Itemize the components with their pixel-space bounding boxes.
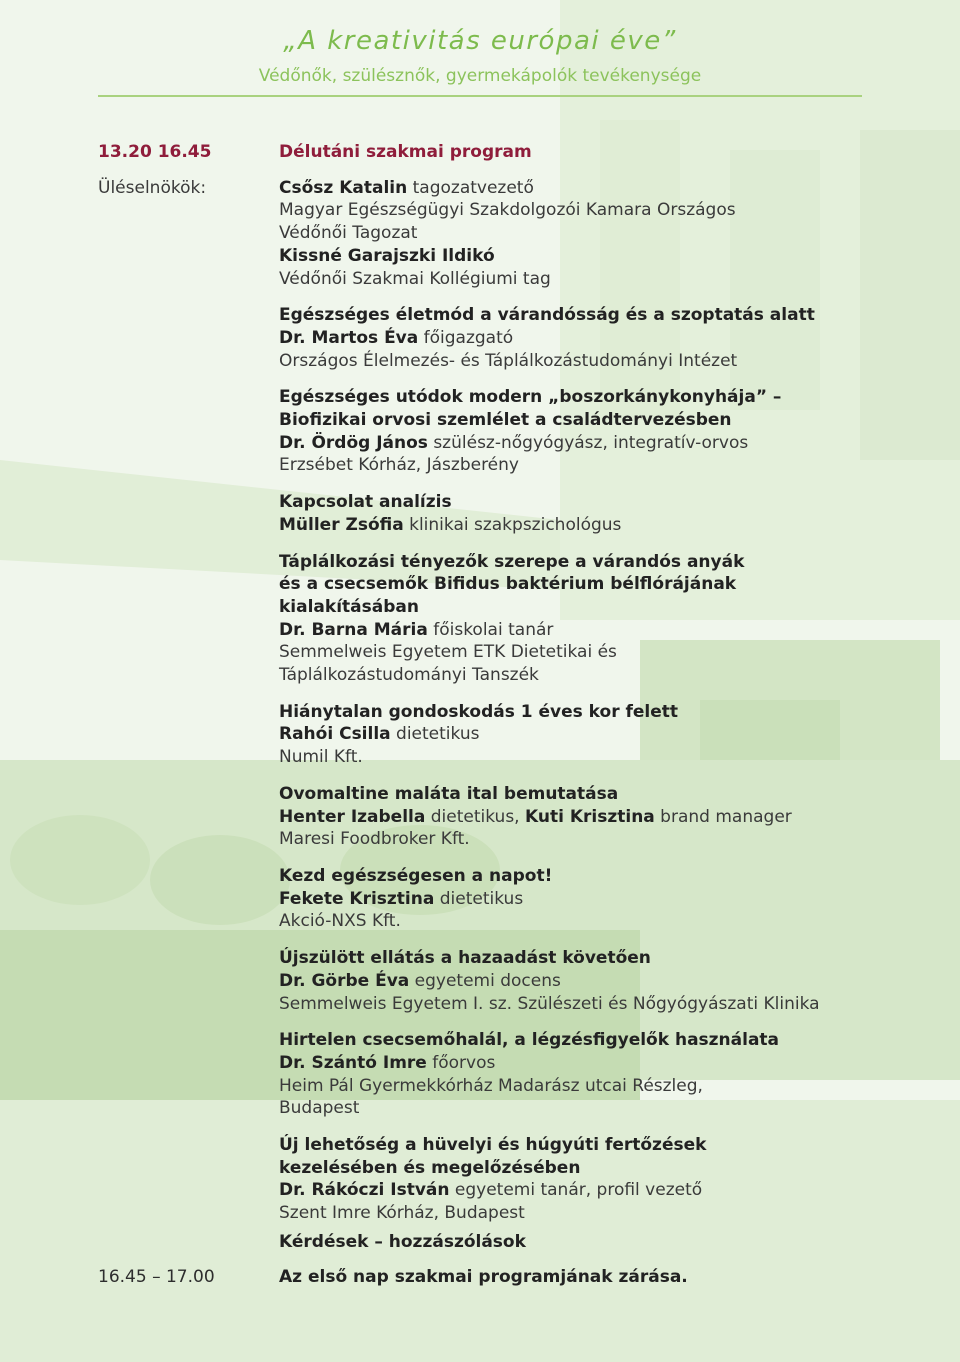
speaker-name: Dr. Martos Éva [279, 327, 419, 348]
talk-block [279, 1134, 879, 1225]
speaker-name: Dr. Rákóczi István [279, 1180, 450, 1201]
speaker-affiliation: Táplálkozástudományi Tanszék [279, 665, 539, 686]
speaker-role: klinikai szakpszichológus [403, 514, 622, 535]
talk-title: Újszülött ellátás a hazaadást követően [279, 948, 651, 969]
speaker-name: Henter Izabella [279, 806, 426, 827]
talk-block [279, 551, 879, 687]
speaker-line [279, 432, 879, 455]
closing-row [279, 1266, 879, 1289]
speaker-affiliation: Numil Kft. [279, 747, 363, 768]
speaker-affiliation: Országos Élelmezés- és Táplálkozástudományi Intézet [279, 350, 738, 371]
session-time: 13.20 16.45 [98, 142, 212, 162]
talk-title: Hirtelen csecsemőhalál, a légzésfigyelők használata [279, 1030, 780, 1051]
speaker-name: Dr. Ördög János [279, 432, 428, 453]
page-subtitle: Védőnők, szülésznők, gyermekápolók tevékenysége [258, 66, 702, 86]
speaker-affiliation: Szent Imre Kórház, Budapest [279, 1203, 525, 1224]
chair-affiliation: Magyar Egészségügyi Szakdolgozói Kamara Országos [279, 200, 736, 221]
speaker-name: Dr. Görbe Éva [279, 970, 410, 991]
speaker-name: Dr. Szántó Imre [279, 1052, 427, 1073]
speaker-role: főigazgató [418, 327, 514, 348]
talk-block [279, 701, 879, 769]
speaker-name: Rahói Csilla [279, 724, 391, 745]
talk-title: kezelésében és megelőzésében [279, 1157, 581, 1178]
speaker-role: egyetemi docens [409, 970, 561, 991]
speaker-role: dietetikus [434, 888, 524, 909]
chair-affiliation: Védőnői Tagozat [279, 223, 418, 244]
speaker-affiliation: Semmelweis Egyetem I. sz. Szülészeti és Nőgyógyászati Klinika [279, 993, 820, 1014]
talk-title: Új lehetőség a hüvelyi és húgyúti fertőzések [279, 1135, 707, 1156]
talk-title: Kezd egészségesen a napot! [279, 865, 553, 886]
speaker-affiliation: Erzsébet Kórház, Jászberény [279, 455, 519, 476]
speaker-role: szülész-nőgyógyász, integratív-orvos [427, 432, 749, 453]
talk-block [279, 304, 879, 372]
speaker-line [279, 970, 879, 993]
speaker-affiliation: Budapest [279, 1098, 360, 1119]
talk-block [279, 491, 879, 536]
speaker-line [279, 619, 879, 642]
speaker-line [279, 1179, 879, 1202]
program-content [279, 141, 879, 1254]
chair-affiliation: Védőnői Szakmai Kollégiumi tag [279, 268, 551, 289]
chairs-label: Üléselnökök: [98, 178, 207, 198]
talk-title: Kapcsolat analízis [279, 492, 452, 513]
talk-block [279, 865, 879, 933]
talk-title: és a csecsemők Bifidus baktérium bélflórájának [279, 574, 737, 595]
speaker-line [279, 514, 879, 537]
talk-title: Egészséges életmód a várandósság és a szoptatás alatt [279, 305, 815, 326]
speaker-name: Müller Zsófia [279, 514, 404, 535]
speaker-role: dietetikus [390, 724, 480, 745]
speaker-line [279, 806, 879, 829]
talk-title: Táplálkozási tényezők szerepe a várandós anyák [279, 551, 745, 572]
speaker-role: dietetikus, [425, 806, 525, 827]
chair-name: Kissné Garajszki Ildikó [279, 245, 495, 266]
talk-block [279, 1029, 879, 1120]
chair-name: Csősz Katalin [279, 177, 408, 198]
chair-line [279, 177, 879, 200]
talk-block [279, 783, 879, 851]
speaker-line [279, 888, 879, 911]
speaker-affiliation: Maresi Foodbroker Kft. [279, 829, 470, 850]
speaker-affiliation: Semmelweis Egyetem ETK Dietetikai és [279, 642, 617, 663]
talk-title: kialakításában [279, 596, 419, 617]
header-divider [98, 95, 862, 97]
speaker-role: brand manager [654, 806, 792, 827]
closing-time: 16.45 – 17.00 [98, 1267, 215, 1287]
speaker-name: Kuti Krisztina [525, 806, 655, 827]
session-title: Délutáni szakmai program [279, 142, 532, 162]
talks-list [279, 304, 879, 1225]
speaker-role: főorvos [426, 1052, 496, 1073]
speaker-role: főiskolai tanár [427, 619, 554, 640]
talk-title: Egészséges utódok modern „boszorkánykonyhája” – [279, 387, 782, 408]
chair-role: tagozatvezető [407, 177, 534, 198]
page-title: „A kreativitás európai éve” [283, 26, 677, 56]
speaker-line [279, 327, 879, 350]
talk-title: Biofizikai orvosi szemlélet a családtervezésben [279, 410, 732, 431]
talk-title: Ovomaltine maláta ital bemutatása [279, 783, 619, 804]
questions-line: Kérdések – hozzászólások [279, 1231, 526, 1252]
speaker-affiliation: Akció-NXS Kft. [279, 911, 401, 932]
speaker-line [279, 1052, 879, 1075]
talk-title: Hiánytalan gondoskodás 1 éves kor felett [279, 701, 679, 722]
speaker-affiliation: Heim Pál Gyermekkórház Madarász utcai Részleg, [279, 1075, 703, 1096]
chairs-block [279, 177, 879, 291]
closing-text: Az első nap szakmai programjának zárása. [279, 1267, 688, 1287]
speaker-role: egyetemi tanár, profil vezető [449, 1180, 703, 1201]
talk-block [279, 386, 879, 477]
speaker-name: Dr. Barna Mária [279, 619, 428, 640]
talk-block [279, 947, 879, 1015]
speaker-name: Fekete Krisztina [279, 888, 435, 909]
speaker-line [279, 723, 879, 746]
